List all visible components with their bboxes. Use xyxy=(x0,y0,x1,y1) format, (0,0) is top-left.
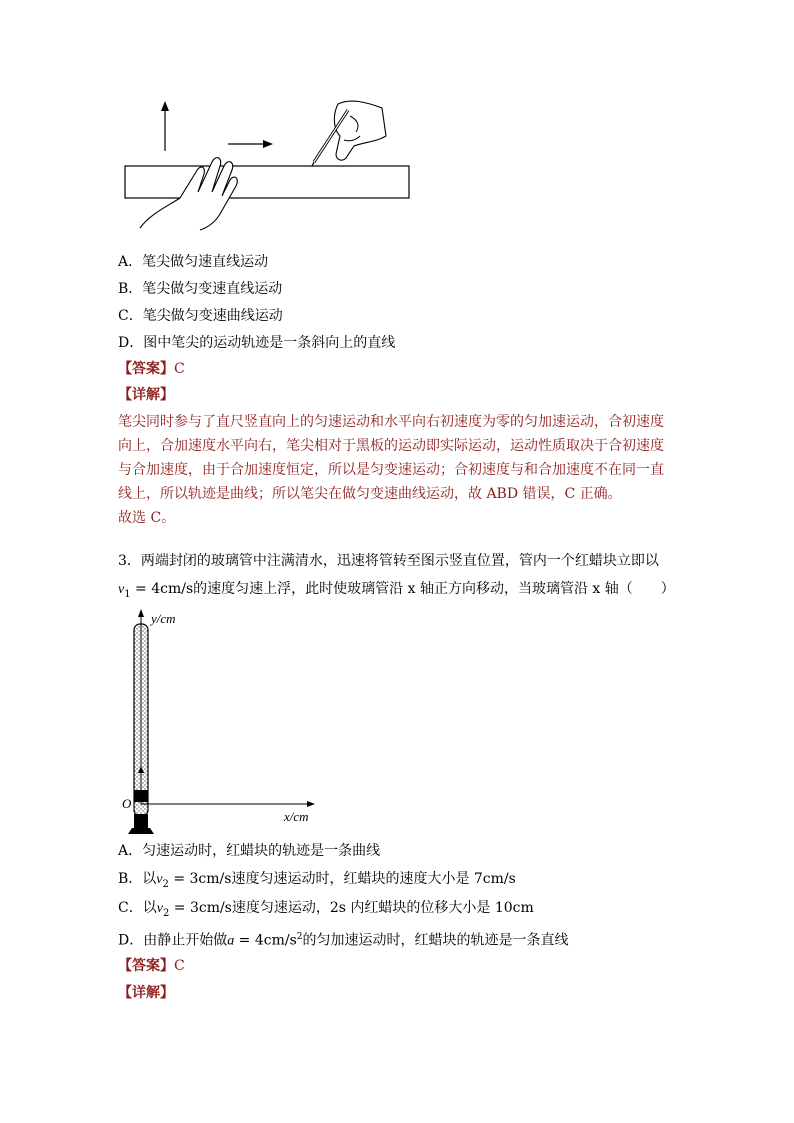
q2-answer-row xyxy=(118,360,185,378)
x-axis-label: x/cm xyxy=(284,809,309,824)
q3-stem-line2: $v_1 = 4cm/s$的速度匀速上浮，此时使玻璃管沿 x 轴正方向移动，当玻璃管沿 x 轴（ ） xyxy=(118,581,675,600)
answer-value: C xyxy=(174,958,185,974)
answer-value: C xyxy=(174,361,185,377)
q3-answer-row xyxy=(118,957,185,975)
q3-option-a: A．匀速运动时，红蜡块的轨迹是一条曲线 xyxy=(118,843,381,859)
q3-option-c: C．以$v_2 = 3cm/s$速度匀速运动，2s 内红蜡块的位移大小是 10cm xyxy=(118,900,534,919)
q3-option-b: B．以$v_2 = 3cm/s$速度匀速运动时，红蜡块的速度大小是 7cm/s xyxy=(118,871,516,890)
y-axis-label: y/cm xyxy=(151,611,176,626)
glass-tube-figure xyxy=(118,606,328,836)
q2-explanation xyxy=(118,410,678,530)
conclusion-line: 故选 C。 xyxy=(118,510,176,526)
detail-label: 【详解】 xyxy=(118,387,174,403)
explanation-line: 与合加速度，由于合加速度恒定，所以是匀变速运动；合初速度与和合加速度不在同一直 xyxy=(118,462,664,478)
detail-label: 【详解】 xyxy=(118,985,174,1001)
q3-detail-row xyxy=(118,984,174,1002)
explanation-line: 线上，所以轨迹是曲线；所以笔尖在做匀变速曲线运动，故 ABD 错误，C 正确。 xyxy=(118,486,622,502)
q2-option-b: B．笔尖做匀变速直线运动 xyxy=(118,281,283,297)
origin-label: O xyxy=(122,796,132,811)
answer-label: 【答案】 xyxy=(118,958,174,974)
q3-option-d: D．由静止开始做$a = 4cm/s^2$的匀加速运动时，红蜡块的轨迹是一条直线 xyxy=(118,932,569,949)
q3-stem-line1: 3．两端封闭的玻璃管中注满清水，迅速将管转至图示竖直位置，管内一个红蜡块立即以 xyxy=(118,553,659,569)
answer-label: 【答案】 xyxy=(118,361,174,377)
q2-option-d: D．图中笔尖的运动轨迹是一条斜向上的直线 xyxy=(118,335,396,351)
ruler-hand-pen-figure xyxy=(120,96,420,231)
q2-option-c: C．笔尖做匀变速曲线运动 xyxy=(118,308,283,324)
explanation-line: 向上，合加速度水平向右，笔尖相对于黑板的运动即实际运动，运动性质取决于合初速度 xyxy=(118,438,664,454)
q2-detail-row xyxy=(118,386,174,404)
q2-option-a: A．笔尖做匀速直线运动 xyxy=(118,254,269,270)
explanation-line: 笔尖同时参与了直尺竖直向上的匀速运动和水平向右初速度为零的匀加速运动，合初速度 xyxy=(118,414,664,430)
